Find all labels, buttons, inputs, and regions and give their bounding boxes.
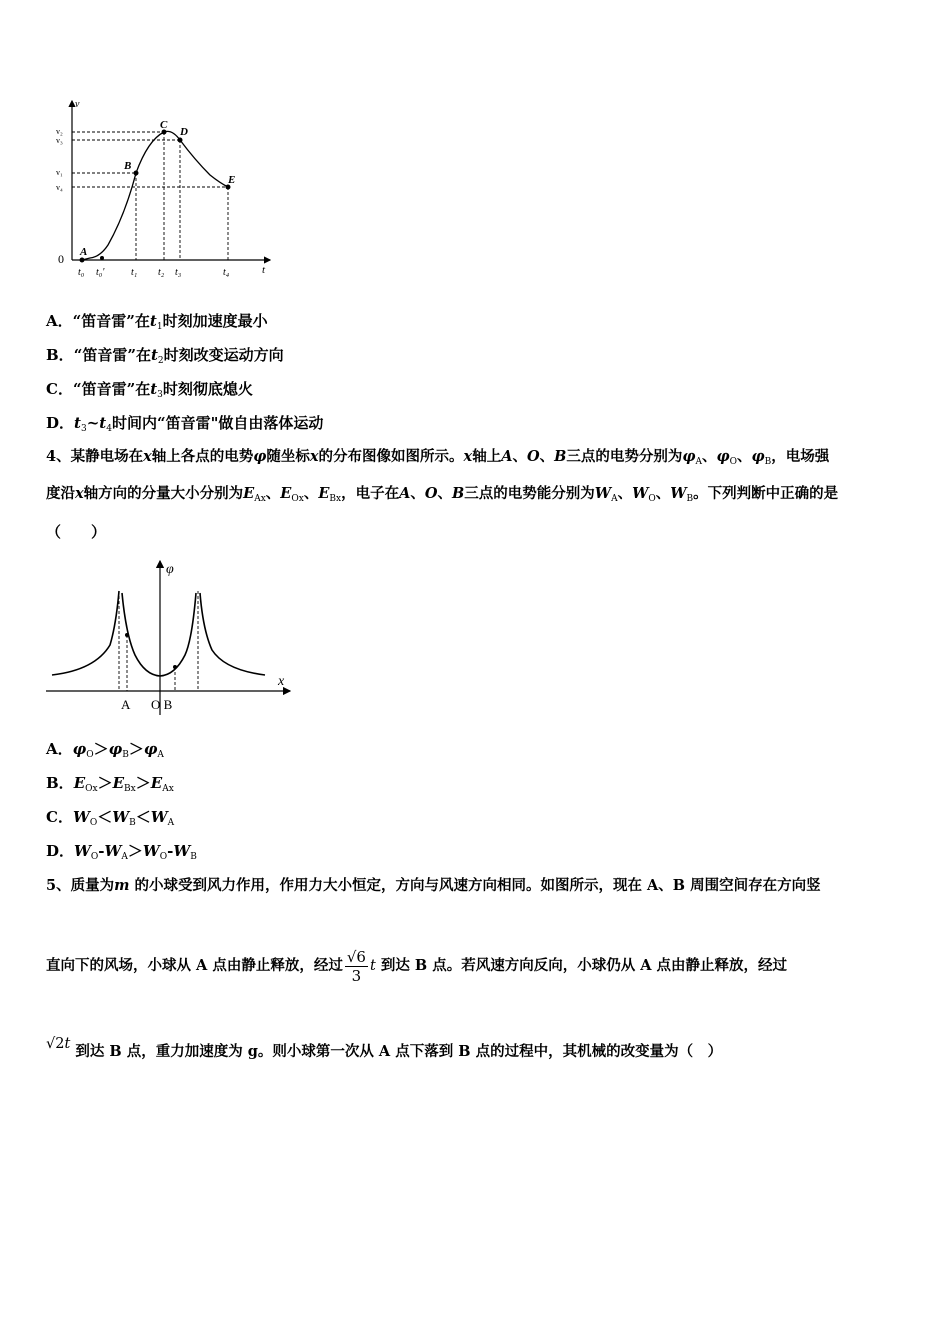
- point-a: [125, 633, 129, 637]
- phi-x-graph: [40, 555, 300, 720]
- q3-option-d: D．$t_3\sim t_4$时间内“笛音雷"做自由落体运动: [46, 414, 324, 434]
- q4-option-b: B．$E_{Ox}>E_{Bx}>E_{Ax}$: [46, 774, 174, 794]
- label-A: A: [121, 697, 131, 712]
- v-axis-label: v: [75, 99, 80, 110]
- q3-option-c: C．“笛音雷”在$t_3$时刻彻底熄火: [46, 380, 253, 400]
- q4-stem-line1: 4、某静电场在x轴上各点的电势φ随坐标x的分布图像如图所示。x轴上A、O、B三点的电势分别为$\varphi_A$、$\varphi_O$、$\varphi_B$，电场强: [46, 448, 830, 467]
- x-tick-t0: t₀: [78, 267, 85, 278]
- q4-option-d: D．$W_O-W_A>W_O-W_B$: [46, 842, 197, 862]
- q5-stem-line1: 5、质量为m 的小球受到风力作用，作用力大小恒定，方向与风速方向相同。如图所示，现在 A、B 周围空间存在方向竖: [46, 877, 821, 894]
- phi-axis-label: φ: [166, 562, 174, 577]
- point-D-label: D: [180, 126, 188, 138]
- curve-points: [80, 130, 231, 263]
- q4-option-c: C．$W_O<W_B<W_A$: [46, 808, 175, 828]
- point-C-label: C: [160, 119, 168, 131]
- vt-graph: [50, 95, 280, 285]
- q3-option-a: A．“笛音雷”在$t_1$时刻加速度最小: [46, 312, 268, 332]
- x-tick-t3: t₃: [175, 267, 182, 278]
- y-tick-v3: v₃: [56, 136, 63, 145]
- q5-stem-line2: 直向下的风场，小球从 A 点由静止释放，经过 $\frac{√6}{3}$ t 到达 B 点。若风速方向反向，小球仍从 A 点由静止释放，经过: [46, 947, 788, 985]
- phi-curve-left: [52, 591, 119, 675]
- label-OB: O B: [151, 697, 173, 712]
- x-tick-t2: t₂: [158, 267, 165, 278]
- y-tick-v4: v₄: [56, 183, 63, 192]
- x-tick-t1: t₁: [131, 267, 138, 278]
- origin-label: 0: [58, 252, 64, 266]
- point-B-label: B: [124, 160, 132, 172]
- y-tick-v2: v₂: [56, 127, 63, 136]
- point-A-label: A: [80, 246, 88, 258]
- phi-curve-middle: [122, 593, 196, 676]
- y-tick-v1: v₁: [56, 168, 63, 177]
- x-axis-label: x: [278, 674, 285, 689]
- q3-option-b: B．“笛音雷”在$t_2$时刻改变运动方向: [46, 346, 284, 366]
- q4-answer-paren: （ ）: [46, 523, 107, 541]
- q5-stem-line3: √2t 到达 B 点，重力加速度为 g。则小球第一次从 A 点下落到 B 点的过程中，其机械的改变量为（ ）: [46, 1036, 723, 1060]
- guide-lines: [72, 132, 228, 260]
- q4-stem-line2: 度沿x轴方向的分量大小分别为$E_{Ax}$、$E_{Ox}$、$E_{Bx}$，电子在A、O、B三点的电势能分别为$W_A$、$W_O$、$W_B$。下列判断中正确的是: [46, 485, 839, 504]
- x-tick-t4: t₄: [223, 267, 230, 278]
- t-axis-label: t: [262, 264, 266, 276]
- q4-option-a: A．$\varphi_O>\varphi_B>\varphi_A$: [46, 740, 164, 760]
- velocity-curve: [82, 131, 228, 260]
- fraction-sqrt6-over-3: $\frac{√6}{3}$: [346, 947, 366, 985]
- point-b: [173, 665, 177, 669]
- phi-curve-right: [200, 593, 265, 675]
- point-E-label: E: [228, 174, 236, 186]
- x-tick-t0p: t₀': [96, 267, 105, 278]
